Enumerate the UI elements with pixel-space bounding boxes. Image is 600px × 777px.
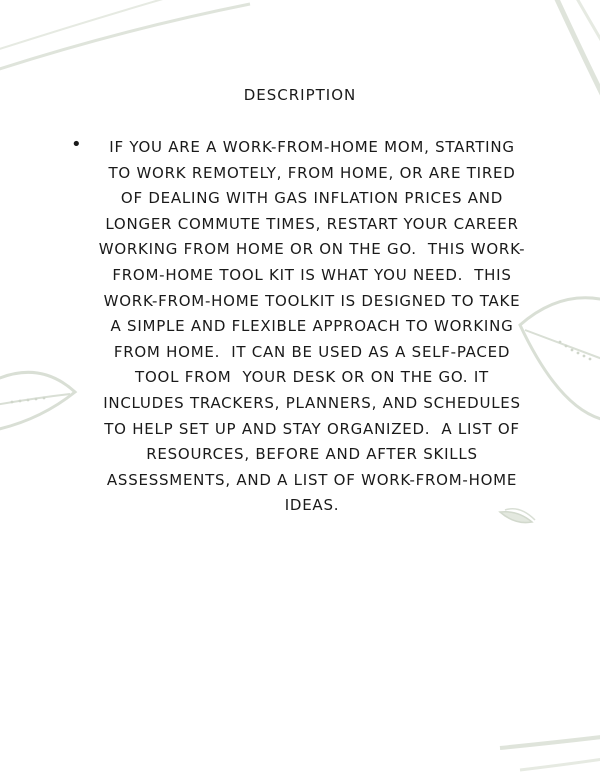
description-line: FROM-HOME TOOL KIT IS WHAT YOU NEED. THIS — [112, 265, 512, 284]
description-line: IDEAS. — [284, 496, 340, 515]
section-heading: DESCRIPTION — [243, 86, 357, 104]
description-line: TOOL FROM YOUR DESK OR ON THE GO. IT — [135, 368, 489, 387]
description-line: LONGER COMMUTE TIMES, RESTART YOUR CAREER — [105, 214, 519, 233]
bullet-marker: • — [71, 134, 82, 155]
description-line: OF DEALING WITH GAS INFLATION PRICES AND — [120, 189, 504, 208]
description-line: ASSESSMENTS, AND A LIST OF WORK-FROM-HOME — [106, 470, 518, 489]
description-line: WORKING FROM HOME OR ON THE GO. THIS WORK- — [98, 240, 526, 259]
description-line: IF YOU ARE A WORK-FROM-HOME MOM, STARTING — [109, 138, 515, 156]
description-line: TO HELP SET UP AND STAY ORGANIZED. A LIST OF — [104, 419, 520, 438]
description-line: WORK-FROM-HOME TOOLKIT IS DESIGNED TO TAKE — [103, 291, 521, 310]
description-line: TO WORK REMOTELY, FROM HOME, OR ARE TIRED — [108, 163, 516, 182]
description-line: A SIMPLE AND FLEXIBLE APPROACH TO WORKING — [110, 317, 514, 336]
description-line: RESOURCES, BEFORE AND AFTER SKILLS — [146, 445, 478, 464]
description-paragraph — [86, 135, 538, 519]
description-line: FROM HOME. IT CAN BE USED AS A SELF-PACED — [113, 342, 511, 361]
description-line: INCLUDES TRACKERS, PLANNERS, AND SCHEDULES — [103, 393, 521, 412]
